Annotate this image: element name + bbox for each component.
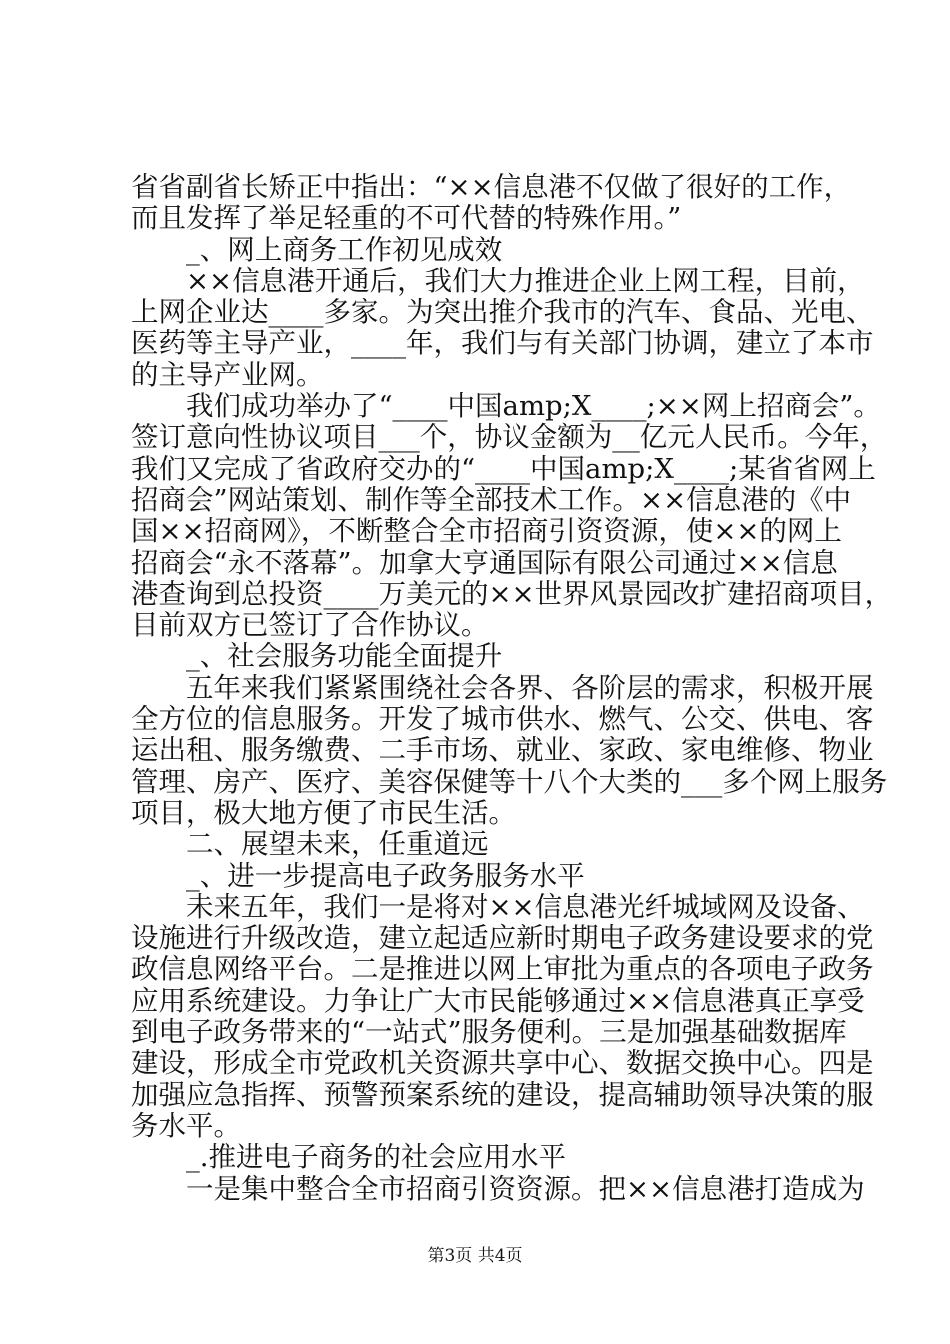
text-line: 政信息网络平台。二是推进以网上审批为重点的各项电子政务: [131, 953, 874, 986]
text-line: 我们又完成了省政府交办的“____中国amp;X____;某省省网上: [131, 452, 876, 485]
text-line: 运出租、服务缴费、二手市场、就业、家政、家电维修、物业: [131, 734, 874, 767]
text-line: _、网上商务工作初见成效: [131, 233, 503, 266]
text-line: 应用系统建设。力争让广大市民能够通过××信息港真正享受: [131, 984, 865, 1017]
text-line: 国××招商网》，不断整合全市招商引资资源，使××的网上: [131, 515, 842, 548]
text-line: 港查询到总投资____万美元的××世界风景园改扩建招商项目，: [131, 577, 893, 610]
text-line: 加强应急指挥、预警预案系统的建设，提高辅助领导决策的服: [131, 1078, 874, 1111]
text-line: 一是集中整合全市招商引资资源。把××信息港打造成为: [131, 1172, 865, 1205]
text-line: 的主导产业网。: [131, 358, 324, 391]
text-line: 目前双方已签订了合作协议。: [131, 609, 489, 642]
text-line: 全方位的信息服务。开发了城市供水、燃气、公交、供电、客: [131, 703, 874, 736]
text-line: ××信息港开通后，我们大力推进企业上网工程，目前，: [131, 264, 865, 297]
text-line: 管理、房产、医疗、美容保健等十八个大类的___多个网上服务: [131, 765, 888, 798]
text-line: 五年来我们紧紧围绕社会各界、各阶层的需求，积极开展: [131, 671, 874, 704]
text-line: 二、展望未来，任重道远: [131, 828, 489, 861]
text-line: 签订意向性协议项目___个，协议金额为__亿元人民币。今年，: [131, 421, 888, 454]
text-line: 项目，极大地方便了市民生活。: [131, 796, 516, 829]
text-line: 省省副省长矫正中指出：“××信息港不仅做了很好的工作，: [131, 171, 852, 203]
text-line: _、社会服务功能全面提升: [131, 640, 503, 673]
text-line: 而且发挥了举足轻重的不可代替的特殊作用。”: [131, 202, 682, 235]
text-line: _.推进电子商务的社会应用水平: [131, 1141, 566, 1174]
text-line: 未来五年，我们一是将对××信息港光纤城域网及设备、: [131, 890, 865, 923]
text-line: 我们成功举办了“____中国amp;X____;××网上招商会”。: [131, 390, 881, 423]
text-line: 医药等主导产业，____年，我们与有关部门协调，建立了本市: [131, 327, 874, 360]
text-line: 务水平。: [131, 1109, 241, 1142]
page-footer: 第3页 共4页: [427, 1246, 523, 1266]
text-line: 设施进行升级改造，建立起适应新时期电子政务建设要求的党: [131, 922, 874, 955]
document-body: [131, 171, 893, 1205]
text-line: 上网企业达____多家。为突出推介我市的汽车、食品、光电、: [131, 296, 874, 329]
text-line: 建设，形成全市党政机关资源共享中心、数据交换中心。四是: [131, 1047, 874, 1080]
text-line: _、进一步提高电子政务服务水平: [131, 859, 585, 892]
text-line: 招商会“永不落幕”。加拿大亨通国际有限公司通过××信息: [131, 546, 838, 579]
text-line: 招商会”网站策划、制作等全部技术工作。××信息港的《中: [131, 483, 852, 516]
text-line: 到电子政务带来的“一站式”服务便利。三是加强基础数据库: [131, 1016, 847, 1049]
